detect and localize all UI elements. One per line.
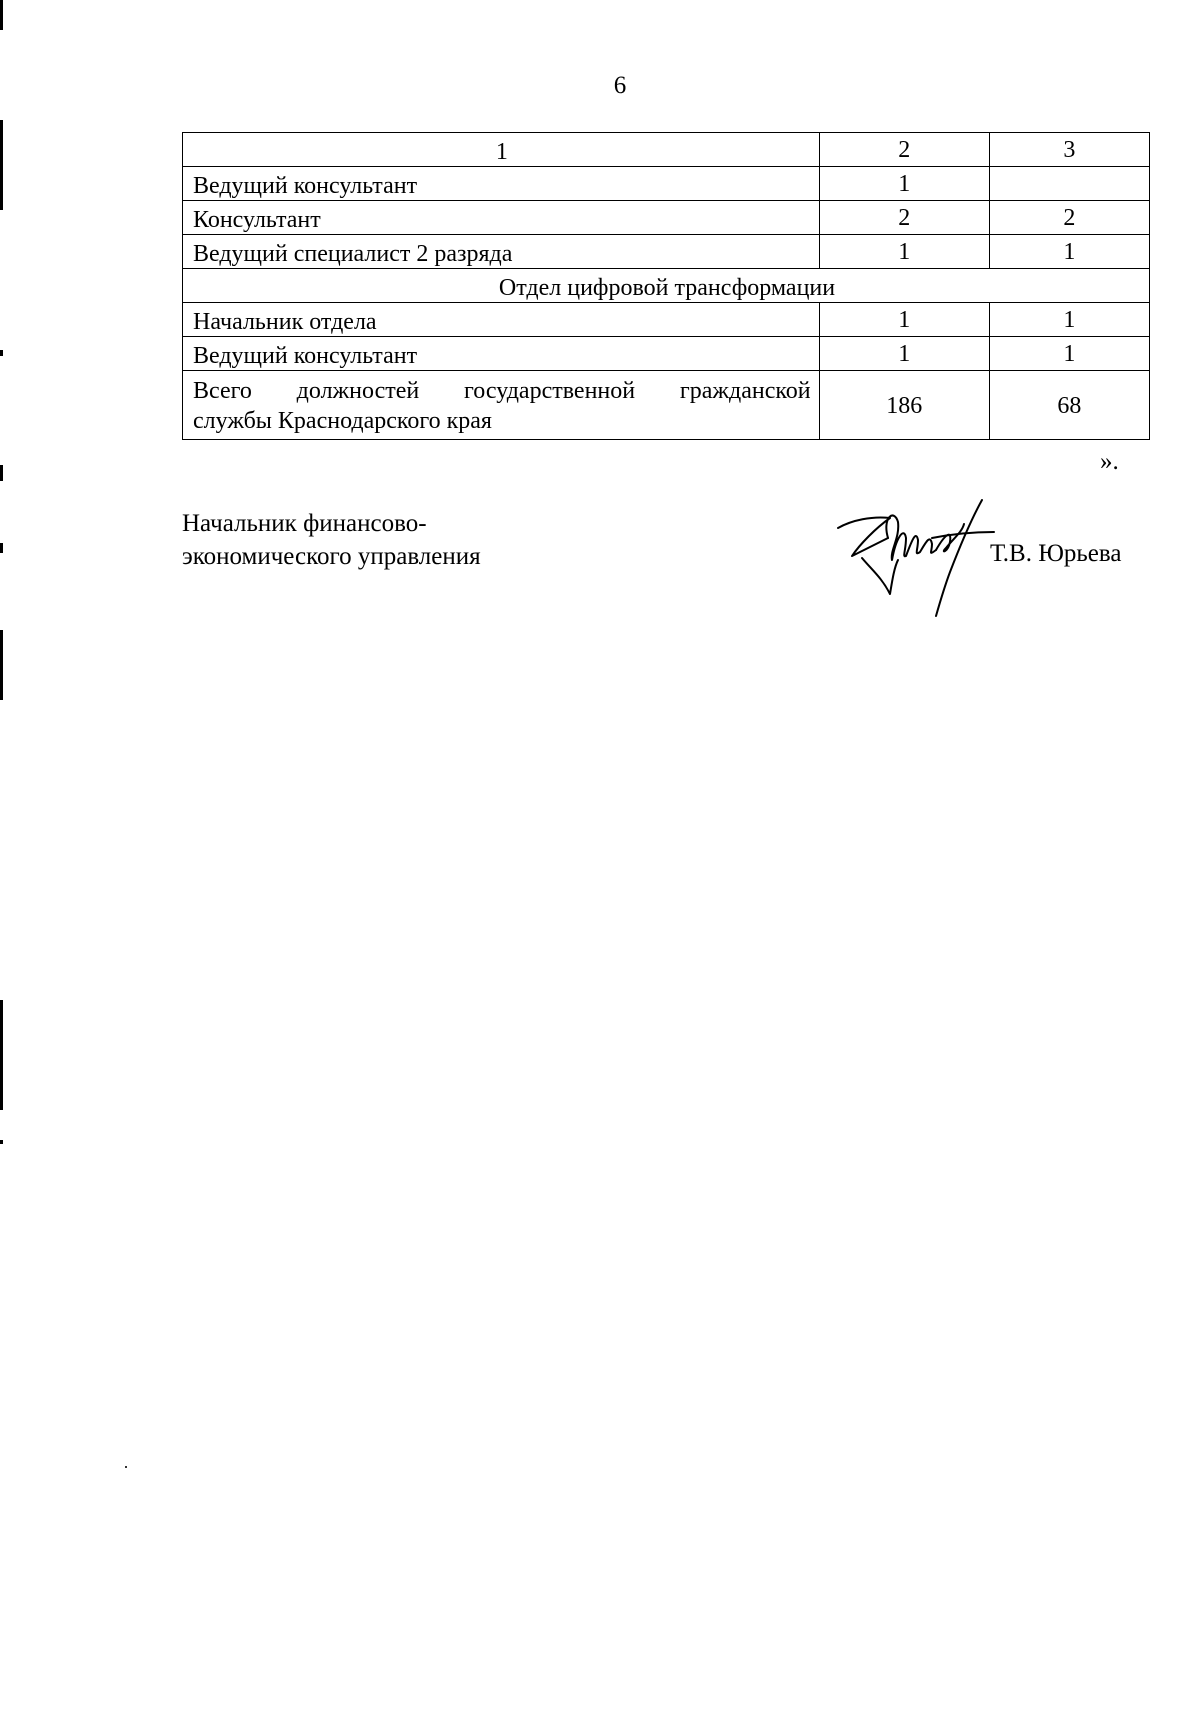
scan-edge-mark	[0, 350, 3, 356]
scan-speck	[125, 1466, 127, 1468]
staffing-table	[182, 132, 1150, 440]
table-row	[183, 337, 1150, 371]
table-row	[183, 167, 1150, 201]
count-col3: 1	[989, 235, 1149, 269]
position-name: Консультант	[183, 201, 820, 235]
section-row	[183, 269, 1150, 303]
total-row	[183, 371, 1150, 440]
signer-name: Т.В. Юрьева	[990, 540, 1122, 567]
total-label-line2: службы Краснодарского края	[193, 408, 492, 434]
table-row	[183, 303, 1150, 337]
position-name: Ведущий консультант	[183, 167, 820, 201]
total-col3: 68	[989, 371, 1149, 440]
signer-title-line1: Начальник финансово-	[182, 510, 427, 537]
count-col2: 2	[819, 201, 989, 235]
count-col3	[989, 167, 1149, 201]
table-header-cell: 2	[819, 133, 989, 167]
table-row	[183, 235, 1150, 269]
table-header-cell: 3	[989, 133, 1149, 167]
table-row	[183, 201, 1150, 235]
total-label	[183, 371, 820, 440]
total-col2: 186	[819, 371, 989, 440]
signer-title	[182, 507, 481, 573]
scan-edge-mark	[0, 120, 3, 210]
closing-quote: ».	[1100, 448, 1119, 475]
scan-edge-mark	[0, 1140, 3, 1144]
table-header-cell: 1	[183, 133, 820, 167]
scan-edge-mark	[0, 1000, 3, 1110]
position-name: Ведущий консультант	[183, 337, 820, 371]
total-label-line1: Всего должностей государственной гражданской	[193, 378, 811, 404]
count-col3: 2	[989, 201, 1149, 235]
position-name: Начальник отдела	[183, 303, 820, 337]
position-name: Ведущий специалист 2 разряда	[183, 235, 820, 269]
signer-title-line2: экономического управления	[182, 543, 481, 570]
count-col2: 1	[819, 235, 989, 269]
count-col3: 1	[989, 303, 1149, 337]
section-title: Отдел цифровой трансформации	[183, 269, 1150, 303]
table-header-row	[183, 133, 1150, 167]
count-col3: 1	[989, 337, 1149, 371]
scan-edge-mark	[0, 543, 3, 553]
count-col2: 1	[819, 337, 989, 371]
scan-edge-mark	[0, 0, 3, 30]
page-number: 6	[613, 72, 627, 99]
scan-edge-mark	[0, 630, 3, 700]
count-col2: 1	[819, 303, 989, 337]
scan-edge-mark	[0, 465, 3, 481]
count-col2: 1	[819, 167, 989, 201]
